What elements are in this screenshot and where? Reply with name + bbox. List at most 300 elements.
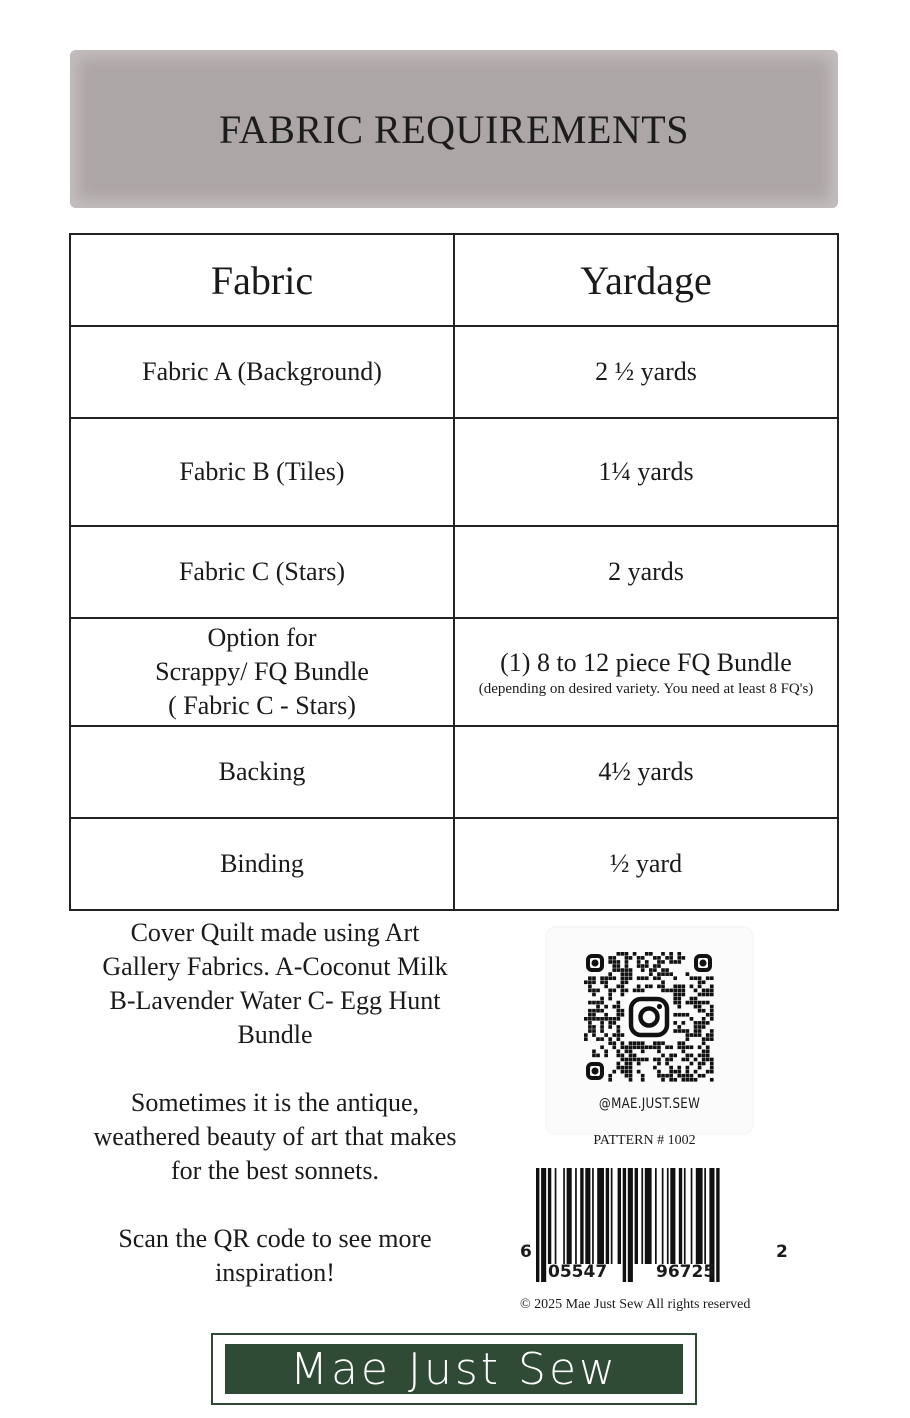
- qr-module: [710, 1005, 714, 1009]
- qr-module: [604, 980, 608, 984]
- qr-module: [641, 964, 645, 968]
- qr-module: [641, 976, 645, 980]
- barcode-bar: [585, 1168, 590, 1264]
- qr-module: [588, 1017, 592, 1021]
- qr-module: [608, 1025, 612, 1029]
- qr-module: [629, 1062, 633, 1066]
- qr-module: [673, 1013, 677, 1017]
- qr-module: [604, 1005, 608, 1009]
- barcode-bar: [611, 1168, 613, 1264]
- qr-module: [665, 968, 669, 972]
- barcode-check-digit: 2: [776, 1242, 788, 1262]
- copyright: © 2025 Mae Just Sew All rights reserved: [520, 1297, 751, 1312]
- qr-module: [657, 1062, 661, 1066]
- description-cover-quilt: Cover Quilt made using Art Gallery Fabrics. A-Coconut Milk B-Lavender Water C- Egg Hunt Bundle: [102, 918, 448, 1049]
- yardage-cell: 4½ yards: [454, 726, 838, 818]
- qr-module: [617, 1025, 621, 1029]
- qr-module: [673, 993, 677, 997]
- qr-module: [649, 1045, 653, 1049]
- qr-module: [682, 993, 686, 997]
- qr-module: [669, 1066, 673, 1070]
- qr-module: [588, 1009, 592, 1013]
- qr-module: [677, 985, 681, 989]
- qr-module: [702, 1050, 706, 1054]
- qr-module: [653, 1058, 657, 1062]
- qr-module: [686, 1054, 690, 1058]
- qr-module: [612, 1005, 616, 1009]
- qr-module: [673, 989, 677, 993]
- qr-module: [673, 1001, 677, 1005]
- table-row: [70, 618, 838, 726]
- qr-module: [690, 1017, 694, 1021]
- qr-module: [584, 1037, 588, 1041]
- table-row: [70, 526, 838, 618]
- qr-module: [625, 1050, 629, 1054]
- qr-module: [612, 1070, 616, 1074]
- qr-module: [657, 956, 661, 960]
- qr-module: [592, 1054, 596, 1058]
- qr-module: [686, 1029, 690, 1033]
- qr-module: [612, 976, 616, 980]
- qr-module: [706, 1070, 710, 1074]
- qr-module: [657, 1050, 661, 1054]
- qr-module: [621, 1058, 625, 1062]
- barcode-bar: [662, 1168, 664, 1264]
- qr-module: [600, 1017, 604, 1021]
- qr-module: [698, 993, 702, 997]
- qr-module: [657, 985, 661, 989]
- qr-module: [653, 1041, 657, 1045]
- qr-module: [596, 989, 600, 993]
- qr-module: [710, 1066, 714, 1070]
- qr-module: [637, 964, 641, 968]
- qr-module: [629, 1074, 633, 1078]
- qr-module: [665, 1045, 669, 1049]
- qr-module: [690, 997, 694, 1001]
- qr-module: [617, 960, 621, 964]
- qr-module: [702, 1062, 706, 1066]
- qr-module: [592, 1001, 596, 1005]
- brand-logo-box: [225, 1344, 683, 1394]
- qr-module: [629, 1054, 633, 1058]
- qr-module: [673, 1078, 677, 1082]
- qr-module: [592, 980, 596, 984]
- qr-module: [633, 1041, 637, 1045]
- qr-module: [673, 1054, 677, 1058]
- qr-module: [677, 993, 681, 997]
- barcode-bar: [635, 1168, 638, 1264]
- qr-module: [633, 952, 637, 956]
- qr-module: [706, 1013, 710, 1017]
- qr-module: [621, 993, 625, 997]
- qr-module: [588, 989, 592, 993]
- qr-module: [686, 1070, 690, 1074]
- qr-module: [629, 1066, 633, 1070]
- qr-module: [702, 1074, 706, 1078]
- barcode-bar: [667, 1168, 669, 1264]
- qr-module: [710, 1058, 714, 1062]
- qr-module: [653, 1045, 657, 1049]
- qr-module: [661, 989, 665, 993]
- qr-module: [617, 1062, 621, 1066]
- qr-module: [661, 985, 665, 989]
- qr-module: [617, 1005, 621, 1009]
- qr-module: [698, 1005, 702, 1009]
- qr-module: [608, 1037, 612, 1041]
- qr-module: [629, 1045, 633, 1049]
- qr-module: [641, 1050, 645, 1054]
- yardage-note: (depending on desired variety. You need at least 8 FQ's): [478, 681, 814, 697]
- qr-module: [669, 1078, 673, 1082]
- qr-module: [690, 976, 694, 980]
- qr-module: [677, 1001, 681, 1005]
- qr-module: [702, 1009, 706, 1013]
- fabric-cell: Option for Scrappy/ FQ Bundle ( Fabric C - Stars): [70, 618, 454, 726]
- qr-module: [710, 993, 714, 997]
- qr-module: [625, 1070, 629, 1074]
- qr-module: [621, 1070, 625, 1074]
- qr-module: [677, 1029, 681, 1033]
- qr-module: [596, 1054, 600, 1058]
- qr-module: [702, 1017, 706, 1021]
- qr-module: [588, 1001, 592, 1005]
- qr-module: [604, 1050, 608, 1054]
- qr-module: [702, 1021, 706, 1025]
- barcode-bar: [541, 1168, 546, 1282]
- qr-module: [682, 1029, 686, 1033]
- table-row: [70, 418, 838, 526]
- qr-module: [673, 1070, 677, 1074]
- qr-module: [637, 960, 641, 964]
- qr-module: [612, 989, 616, 993]
- qr-module: [653, 976, 657, 980]
- title-band: [70, 50, 838, 208]
- qr-module: [621, 952, 625, 956]
- table-header-row: [70, 234, 838, 326]
- qr-module: [665, 1074, 669, 1078]
- barcode-bar: [555, 1168, 557, 1264]
- qr-module: [649, 985, 653, 989]
- qr-module: [677, 1005, 681, 1009]
- qr-module: [621, 989, 625, 993]
- qr-module: [694, 1070, 698, 1074]
- qr-module: [645, 1045, 649, 1049]
- pattern-number: PATTERN # 1002: [593, 1133, 696, 1148]
- qr-module: [625, 1045, 629, 1049]
- barcode-bar: [580, 1168, 583, 1264]
- qr-module: [706, 1045, 710, 1049]
- qr-module: [641, 989, 645, 993]
- qr-module: [698, 1045, 702, 1049]
- qr-module: [592, 993, 596, 997]
- qr-module: [612, 1045, 616, 1049]
- qr-module: [702, 993, 706, 997]
- qr-module: [649, 972, 653, 976]
- qr-module: [612, 1041, 616, 1045]
- qr-module: [608, 1017, 612, 1021]
- qr-module: [608, 989, 612, 993]
- qr-module: [706, 1001, 710, 1005]
- qr-module: [629, 1050, 633, 1054]
- qr-module: [592, 1009, 596, 1013]
- qr-module: [698, 1054, 702, 1058]
- qr-module: [629, 1070, 633, 1074]
- qr-module: [698, 1001, 702, 1005]
- qr-module: [637, 1070, 641, 1074]
- fabric-cell: Fabric B (Tiles): [70, 418, 454, 526]
- qr-module: [661, 952, 665, 956]
- qr-module: [694, 1078, 698, 1082]
- barcode-bar: [618, 1168, 621, 1264]
- qr-module: [621, 985, 625, 989]
- qr-module: [633, 1058, 637, 1062]
- qr-module: [600, 1037, 604, 1041]
- qr-module: [665, 956, 669, 960]
- qr-module: [641, 1078, 645, 1082]
- qr-module: [592, 1050, 596, 1054]
- qr-module: [710, 1078, 714, 1082]
- qr-module: [600, 1025, 604, 1029]
- qr-module: [641, 1041, 645, 1045]
- qr-module: [657, 1070, 661, 1074]
- qr-module: [588, 1025, 592, 1029]
- qr-module: [682, 1074, 686, 1078]
- qr-module: [673, 1029, 677, 1033]
- qr-module: [710, 1017, 714, 1021]
- qr-module: [588, 1013, 592, 1017]
- qr-module: [669, 1058, 673, 1062]
- description-scan-qr: Scan the QR code to see more inspiration!: [118, 1224, 432, 1287]
- qr-module: [657, 1074, 661, 1078]
- qr-module: [661, 1078, 665, 1082]
- qr-module: [621, 1009, 625, 1013]
- qr-module: [588, 1029, 592, 1033]
- qr-module: [621, 1041, 625, 1045]
- qr-module: [629, 956, 633, 960]
- qr-module: [600, 997, 604, 1001]
- qr-module: [694, 976, 698, 980]
- fabric-cell: Fabric C (Stars): [70, 526, 454, 618]
- qr-code[interactable]: [584, 952, 714, 1082]
- qr-module: [706, 976, 710, 980]
- qr-module: [677, 1070, 681, 1074]
- qr-module: [702, 989, 706, 993]
- qr-module: [645, 952, 649, 956]
- qr-module: [621, 968, 625, 972]
- qr-module: [686, 1074, 690, 1078]
- qr-module: [677, 997, 681, 1001]
- barcode-bar: [645, 1168, 652, 1264]
- qr-module: [702, 1001, 706, 1005]
- fabric-cell: Fabric A (Background): [70, 326, 454, 418]
- qr-module: [637, 985, 641, 989]
- qr-module: [657, 1041, 661, 1045]
- qr-module: [682, 1041, 686, 1045]
- qr-module: [682, 1021, 686, 1025]
- qr-module: [698, 1025, 702, 1029]
- qr-module: [669, 960, 673, 964]
- qr-module: [706, 1021, 710, 1025]
- qr-module: [604, 985, 608, 989]
- qr-module: [665, 1062, 669, 1066]
- qr-module: [608, 976, 612, 980]
- qr-module: [694, 1029, 698, 1033]
- qr-module: [698, 980, 702, 984]
- qr-module: [629, 976, 633, 980]
- qr-module: [621, 976, 625, 980]
- qr-module: [677, 1074, 681, 1078]
- qr-module: [686, 972, 690, 976]
- qr-module: [617, 985, 621, 989]
- description-sonnets: Sometimes it is the antique, weathered beauty of art that makes for the best sonnets.: [93, 1088, 457, 1185]
- qr-module: [608, 997, 612, 1001]
- instagram-icon: [626, 994, 672, 1040]
- barcode-bar: [623, 1168, 626, 1282]
- qr-module: [649, 968, 653, 972]
- qr-module: [686, 1058, 690, 1062]
- qr-module: [694, 1001, 698, 1005]
- barcode-bar: [563, 1168, 565, 1264]
- qr-module: [617, 952, 621, 956]
- qr-module: [608, 1041, 612, 1045]
- qr-module: [677, 989, 681, 993]
- qr-module: [592, 976, 596, 980]
- qr-module: [710, 1037, 714, 1041]
- qr-module: [588, 980, 592, 984]
- qr-module: [621, 972, 625, 976]
- qr-module: [661, 1074, 665, 1078]
- qr-module: [592, 1013, 596, 1017]
- qr-module: [608, 993, 612, 997]
- header-fabric: Fabric: [70, 234, 454, 326]
- qr-module: [584, 1033, 588, 1037]
- qr-module: [677, 1041, 681, 1045]
- qr-module: [706, 1033, 710, 1037]
- barcode-bar: [548, 1168, 551, 1264]
- qr-module: [702, 1058, 706, 1062]
- qr-module: [669, 956, 673, 960]
- qr-module: [682, 956, 686, 960]
- qr-module: [710, 1062, 714, 1066]
- qr-module: [596, 1017, 600, 1021]
- qr-module: [600, 976, 604, 980]
- qr-module: [661, 1041, 665, 1045]
- qr-module: [698, 1033, 702, 1037]
- qr-module: [584, 1017, 588, 1021]
- qr-module: [604, 1054, 608, 1058]
- barcode-bar: [679, 1168, 682, 1264]
- qr-module: [694, 989, 698, 993]
- qr-module: [686, 1001, 690, 1005]
- qr-module: [629, 1041, 633, 1045]
- qr-module: [706, 1037, 710, 1041]
- qr-module: [669, 1045, 673, 1049]
- qr-module: [645, 964, 649, 968]
- qr-module: [625, 964, 629, 968]
- qr-module: [625, 960, 629, 964]
- qr-module: [608, 972, 612, 976]
- qr-module: [690, 1054, 694, 1058]
- qr-module: [596, 1037, 600, 1041]
- barcode-bar: [684, 1168, 686, 1264]
- qr-module: [637, 976, 641, 980]
- qr-module: [641, 956, 645, 960]
- qr-module: [706, 989, 710, 993]
- brand-logo: [211, 1333, 697, 1405]
- qr-module: [694, 1005, 698, 1009]
- qr-module: [608, 960, 612, 964]
- qr-module: [604, 1033, 608, 1037]
- qr-module: [645, 1058, 649, 1062]
- qr-module: [637, 989, 641, 993]
- barcode-bar: [597, 1168, 604, 1264]
- qr-module: [604, 1013, 608, 1017]
- qr-module: [629, 1078, 633, 1082]
- qr-module: [641, 1074, 645, 1078]
- qr-module: [710, 1033, 714, 1037]
- qr-module: [612, 960, 616, 964]
- qr-module: [665, 989, 669, 993]
- qr-module: [677, 1066, 681, 1070]
- qr-module: [592, 1033, 596, 1037]
- qr-card[interactable]: [547, 928, 752, 1133]
- fabric-cell: Binding: [70, 818, 454, 910]
- yardage-cell: [454, 618, 838, 726]
- qr-module: [653, 956, 657, 960]
- qr-module: [596, 1009, 600, 1013]
- qr-module: [657, 972, 661, 976]
- qr-module: [637, 1062, 641, 1066]
- barcode-bar: [641, 1168, 643, 1264]
- barcode-bar: [567, 1168, 572, 1264]
- qr-module: [625, 956, 629, 960]
- qr-module: [600, 1001, 604, 1005]
- qr-module: [649, 952, 653, 956]
- qr-module: [621, 1013, 625, 1017]
- qr-module: [710, 1029, 714, 1033]
- qr-module: [698, 1021, 702, 1025]
- barcode-bar: [716, 1168, 719, 1282]
- qr-module: [702, 980, 706, 984]
- qr-module: [584, 980, 588, 984]
- qr-module: [600, 1029, 604, 1033]
- qr-module: [665, 972, 669, 976]
- qr-module: [641, 1045, 645, 1049]
- qr-module: [617, 1013, 621, 1017]
- qr-module: [669, 972, 673, 976]
- qr-module: [702, 1054, 706, 1058]
- header-yardage: Yardage: [454, 234, 838, 326]
- qr-module: [698, 976, 702, 980]
- qr-module: [596, 1005, 600, 1009]
- qr-module: [710, 1013, 714, 1017]
- qr-module: [657, 1058, 661, 1062]
- qr-module: [637, 956, 641, 960]
- qr-module: [661, 960, 665, 964]
- qr-module: [600, 1045, 604, 1049]
- qr-module: [702, 1041, 706, 1045]
- qr-module: [625, 952, 629, 956]
- qr-module: [682, 1078, 686, 1082]
- qr-module: [600, 980, 604, 984]
- qr-module: [669, 952, 673, 956]
- qr-module: [669, 1070, 673, 1074]
- page-title: FABRIC REQUIREMENTS: [219, 106, 689, 152]
- qr-module: [617, 1066, 621, 1070]
- qr-module: [677, 956, 681, 960]
- qr-module: [617, 1050, 621, 1054]
- qr-module: [686, 1066, 690, 1070]
